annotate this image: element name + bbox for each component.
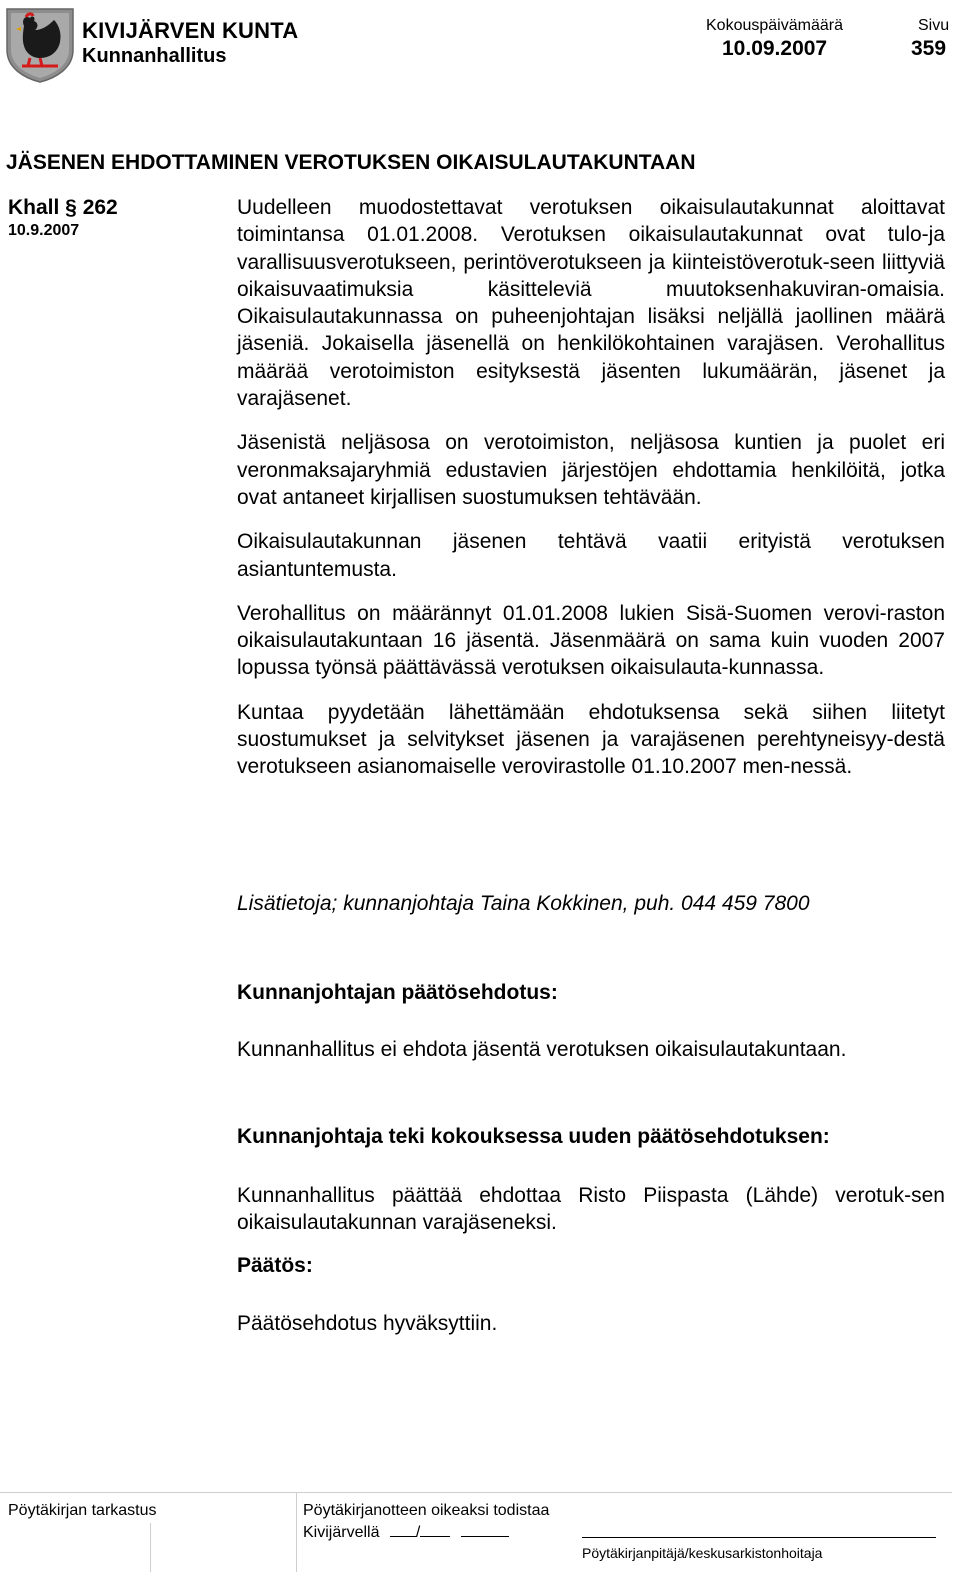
decision-heading: Päätös: [237,1254,313,1277]
place-name: Kivijärvellä [303,1524,380,1541]
document-body [237,194,945,781]
page-label: Sivu [918,17,950,34]
certify-label: Pöytäkirjanotteen oikeaksi todistaa [303,1502,550,1519]
new-proposal-text: Kunnanhallitus päättää ehdottaa Risto Piispasta (Lähde) verotuk-sen oikaisulautakunnan varajäseneksi. [237,1184,945,1235]
proposal-heading: Kunnanjohtajan päätösehdotus: [237,981,558,1004]
paragraph: Oikaisulautakunnan jäsenen tehtävä vaatii erityistä verotuksen asiantuntemusta. [237,530,945,581]
page-number: 359 [911,37,947,60]
rooster-crest-icon [4,6,76,84]
place-date-line [303,1523,509,1542]
new-proposal-heading: Kunnanjohtaja teki kokouksessa uuden päätösehdotuksen: [237,1125,830,1148]
section-number: Khall § 262 [8,196,118,219]
signature-line [582,1537,936,1538]
contact-info: Lisätietoja; kunnanjohtaja Taina Kokkinen, puh. 044 459 7800 [237,892,810,915]
document-title: JÄSENEN EHDOTTAMINEN VEROTUKSEN OIKAISULAUTAKUNTAAN [6,151,696,174]
month-blank [420,1523,450,1537]
paragraph: Jäsenistä neljäsosa on verotoimiston, neljäsosa kuntien ja puolet eri veronmaksajaryhmiä edustavien järjestöjen ehdottamia henkilöitä, jotka ovat antaneet kirjallisen suostumuksen tehtävään. [237,431,945,509]
day-blank [390,1523,416,1537]
footer-divider [150,1523,151,1572]
governing-body: Kunnanhallitus [82,45,227,67]
decision-text: Päätösehdotus hyväksyttiin. [237,1312,498,1335]
proposal-text: Kunnanhallitus ei ehdota jäsentä verotuksen oikaisulautakuntaan. [237,1038,847,1061]
section-date: 10.9.2007 [8,222,80,239]
date-slash: / [415,1524,421,1541]
meeting-date: 10.09.2007 [722,37,828,60]
section-reference [8,196,208,240]
paragraph: Uudelleen muodostettavat verotuksen oikaisulautakunnat aloittavat toimintansa 01.01.2008. Verotuksen oikaisulautakunnat ovat tulo-ja varallisuusverotukseen, perintöverotukseen ja kiinteistöverotuk-seen liittyviä oikaisuvaatimuksia käsitteleviä muutoksenhakuviran-omaisia. Oikaisulautakunnassa on puheenjohtajan lisäksi neljällä jaollinen määrä jäseniä. Jokaisella jäsenellä on henkilökohtainen varajäsen. Verohallitus määrää verotoimiston esityksestä jäsenten lukumäärän, jäsenet ja varajäsenet. [237,196,945,411]
footer-divider [296,1493,297,1572]
page-header [0,0,960,90]
paragraph: Verohallitus on määrännyt 01.01.2008 lukien Sisä-Suomen verovi-raston oikaisulautakuntaan 16 jäsentä. Jäsenmäärä on sama kuin vuoden 2007 lopussa työnsä päättävässä verotuksen oikaisulauta-kunnassa. [237,601,945,680]
review-label: Pöytäkirjan tarkastus [8,1502,157,1519]
year-blank [461,1523,509,1537]
paragraph: Kuntaa pyydetään lähettämään ehdotuksensa sekä siihen liitetyt suostumukset ja selvitykset jäsenen ja varajäsenen perehtyneisyy-destä verotukseen asianomaiselle verovirastolle 01.10.2007 men-nessä. [237,700,945,779]
page-footer [0,1492,952,1571]
signer-title: Pöytäkirjanpitäjä/keskusarkistonhoitaja [582,1545,823,1561]
meeting-date-label: Kokouspäivämäärä [706,17,843,34]
municipality-name: KIVIJÄRVEN KUNTA [82,18,299,43]
